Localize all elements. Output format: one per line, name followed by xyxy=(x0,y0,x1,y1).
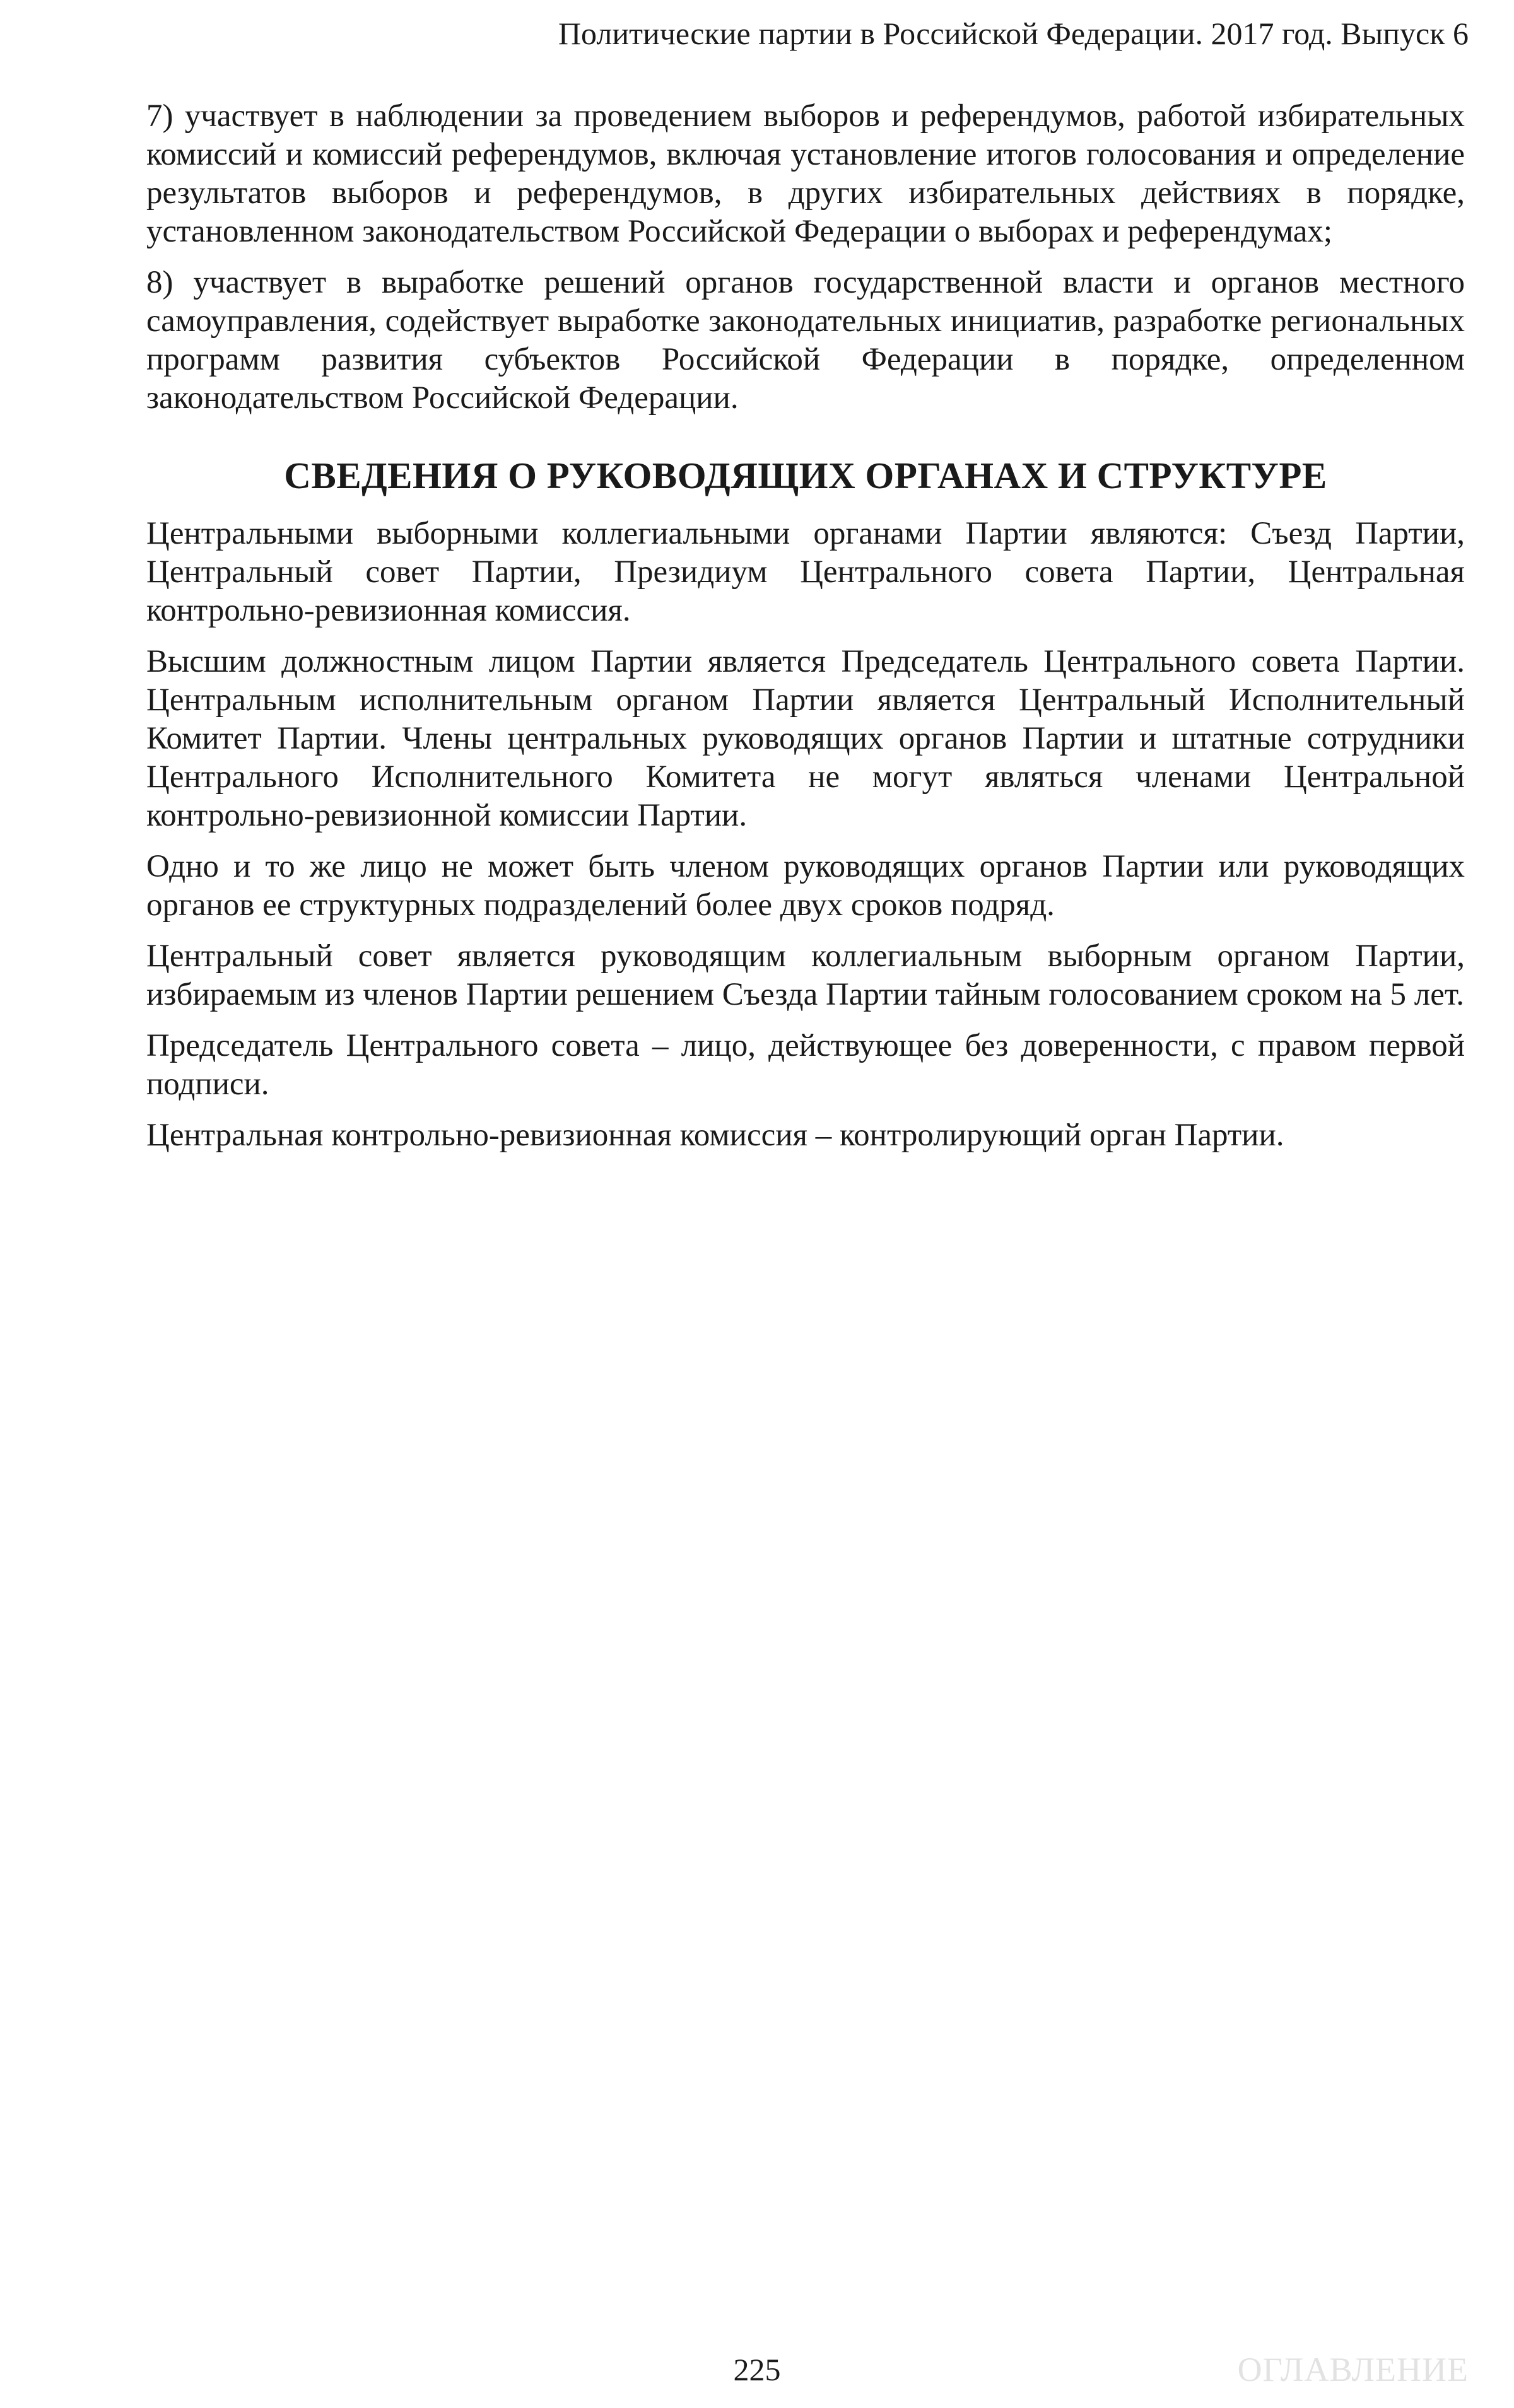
list-item: 8) участвует в выработке решений органов государственной власти и органов местного самоуправления, содействует выработке законодательных инициатив, разработке региональных программ развития субъектов Российской Федерации в порядке, определенном законодательством Российской Федерации. xyxy=(146,265,1465,416)
section-heading: СВЕДЕНИЯ О РУКОВОДЯЩИХ ОРГАНАХ И СТРУКТУРЕ xyxy=(284,455,1327,496)
paragraph: Центральными выборными коллегиальными органами Партии являются: Съезд Партии, Центральный совет Партии, Президиум Центрального совета Партии, Центральная контрольно-ревизионная комиссия. xyxy=(146,516,1465,628)
paragraph: Высшим должностным лицом Партии является Председатель Центрального совета Партии. Центральным исполнительным органом Партии является Центральный Исполнительный Комитет Партии. Члены центральных руководящих органов Партии и штатные сотрудники Центрального Исполнительного Комитета не могут являться членами Центральной контрольно-ревизионной комиссии Партии. xyxy=(146,644,1465,833)
paragraph: Центральная контрольно-ревизионная комиссия – контролирующий орган Партии. xyxy=(146,1118,1284,1153)
paragraph: Председатель Центрального совета – лицо, действующее без доверенности, с правом первой подписи. xyxy=(146,1028,1465,1102)
paragraph: Одно и то же лицо не может быть членом руководящих органов Партии или руководящих органов ее структурных подразделений более двух сроков подряд. xyxy=(146,849,1465,923)
page-number: 225 xyxy=(733,2352,781,2387)
paragraph: Центральный совет является руководящим коллегиальным выборным органом Партии, избираемым из членов Партии решением Съезда Партии тайным голосованием сроком на 5 лет. xyxy=(146,938,1465,1012)
page-body xyxy=(146,97,1465,1167)
table-of-contents-link[interactable]: ОГЛАВЛЕНИЕ xyxy=(1237,2351,1469,2388)
running-header: Политические партии в Российской Федерации. 2017 год. Выпуск 6 xyxy=(558,16,1469,51)
list-item: 7) участвует в наблюдении за проведением выборов и референдумов, работой избирательных комиссий и комиссий референдумов, включая установление итогов голосования и определение результатов выборов и референдумов, в других избирательных действиях в порядке, установленном законодательством Российской Федерации о выборах и референдумах; xyxy=(146,98,1465,249)
